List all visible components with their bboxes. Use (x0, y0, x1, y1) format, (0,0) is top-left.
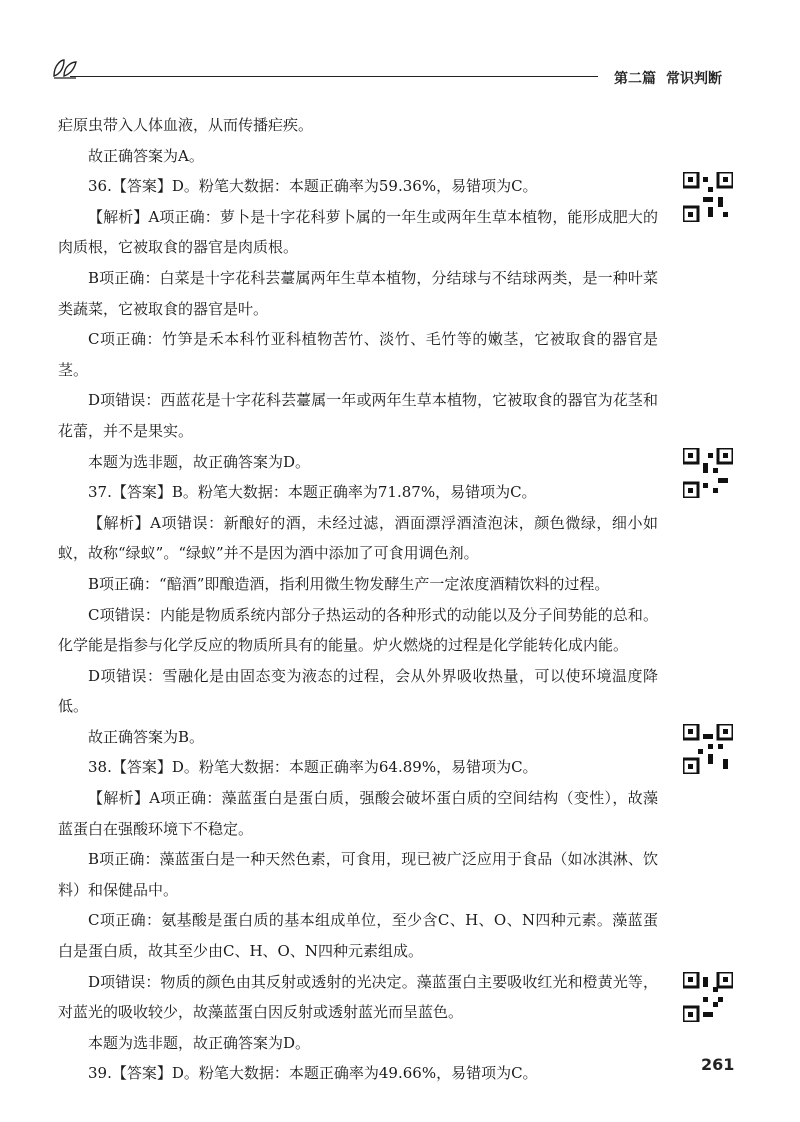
header-section: 第二篇 (614, 71, 656, 87)
paragraph: C项正确：竹笋是禾本科竹亚科植物苦竹、淡竹、毛竹等的嫩茎，它被取食的器官是茎。 (58, 330, 658, 379)
paragraph: C项正确：氨基酸是蛋白质的基本组成单位，至少含C、H、O、N四种元素。藻蓝蛋白是蛋白质，故其至少由C、H、O、N四种元素组成。 (58, 911, 658, 961)
page-number: 261 (701, 1055, 735, 1074)
paragraph: 故正确答案为A。 (88, 146, 204, 165)
paragraph: 39.【答案】D。粉笔大数据：本题正确率为49.66%，易错项为C。 (88, 1064, 538, 1083)
paragraph: 疟原虫带入人体血液，从而传播疟疾。 (58, 116, 314, 134)
qr-code-icon[interactable] (683, 972, 733, 1022)
paragraph: 故正确答案为B。 (88, 727, 205, 746)
qr-code-icon[interactable] (683, 448, 733, 498)
paragraph: B项正确：藻蓝蛋白是一种天然色素，可食用，现已被广泛应用于食品（如冰淇淋、饮料）和保健品中。 (58, 850, 658, 899)
qr-code-icon[interactable] (683, 724, 733, 774)
paragraph: 【解析】A项错误：新酿好的酒，未经过滤，酒面漂浮酒渣泡沫，颜色微绿，细小如蚁，故称“绿蚁”。“绿蚁”并不是因为酒中添加了可食用调色剂。 (58, 513, 658, 563)
paragraph: 本题为选非题，故正确答案为D。 (88, 1033, 311, 1052)
paragraph: D项错误：雪融化是由固态变为液态的过程，会从外界吸收热量，可以使环境温度降低。 (58, 666, 658, 716)
paragraph: 36.【答案】D。粉笔大数据：本题正确率为59.36%，易错项为C。 (88, 177, 538, 196)
running-header (614, 68, 732, 88)
qr-code-icon[interactable] (683, 172, 733, 222)
paragraph: 本题为选非题，故正确答案为D。 (88, 452, 311, 471)
paragraph: B项正确：“醅酒”即酿造酒，指利用微生物发酵生产一定浓度酒精饮料的过程。 (88, 574, 610, 593)
paragraph: D项错误：西蓝花是十字花科芸薹属一年或两年生草本植物，它被取食的器官为花茎和花蕾，并不是果实。 (58, 391, 658, 440)
header-rule (70, 76, 598, 77)
paragraph: 37.【答案】B。粉笔大数据：本题正确率为71.87%，易错项为C。 (88, 483, 537, 502)
paragraph: 【解析】A项正确：藻蓝蛋白是蛋白质，强酸会破坏蛋白质的空间结构（变性），故藻蓝蛋白在强酸环境下不稳定。 (58, 789, 658, 838)
page-body (58, 110, 658, 1089)
paragraph: 【解析】A项正确：萝卜是十字花科萝卜属的一年生或两年生草本植物，能形成肥大的肉质根，它被取食的器官是肉质根。 (58, 207, 658, 257)
header-title: 常识判断 (666, 71, 722, 87)
paragraph: D项错误：物质的颜色由其反射或透射的光决定。藻蓝蛋白主要吸收红光和橙黄光等，对蓝光的吸收较少，故藻蓝蛋白因反射或透射蓝光而呈蓝色。 (58, 972, 658, 1022)
paragraph: B项正确：白菜是十字花科芸薹属两年生草本植物，分结球与不结球两类，是一种叶菜类蔬菜，它被取食的器官是叶。 (58, 268, 658, 318)
paragraph: C项错误：内能是物质系统内部分子热运动的各种形式的动能以及分子间势能的总和。化学能是指参与化学反应的物质所具有的能量。炉火燃烧的过程是化学能转化成内能。 (58, 605, 658, 655)
paragraph: 38.【答案】D。粉笔大数据：本题正确率为64.89%，易错项为C。 (88, 758, 538, 777)
